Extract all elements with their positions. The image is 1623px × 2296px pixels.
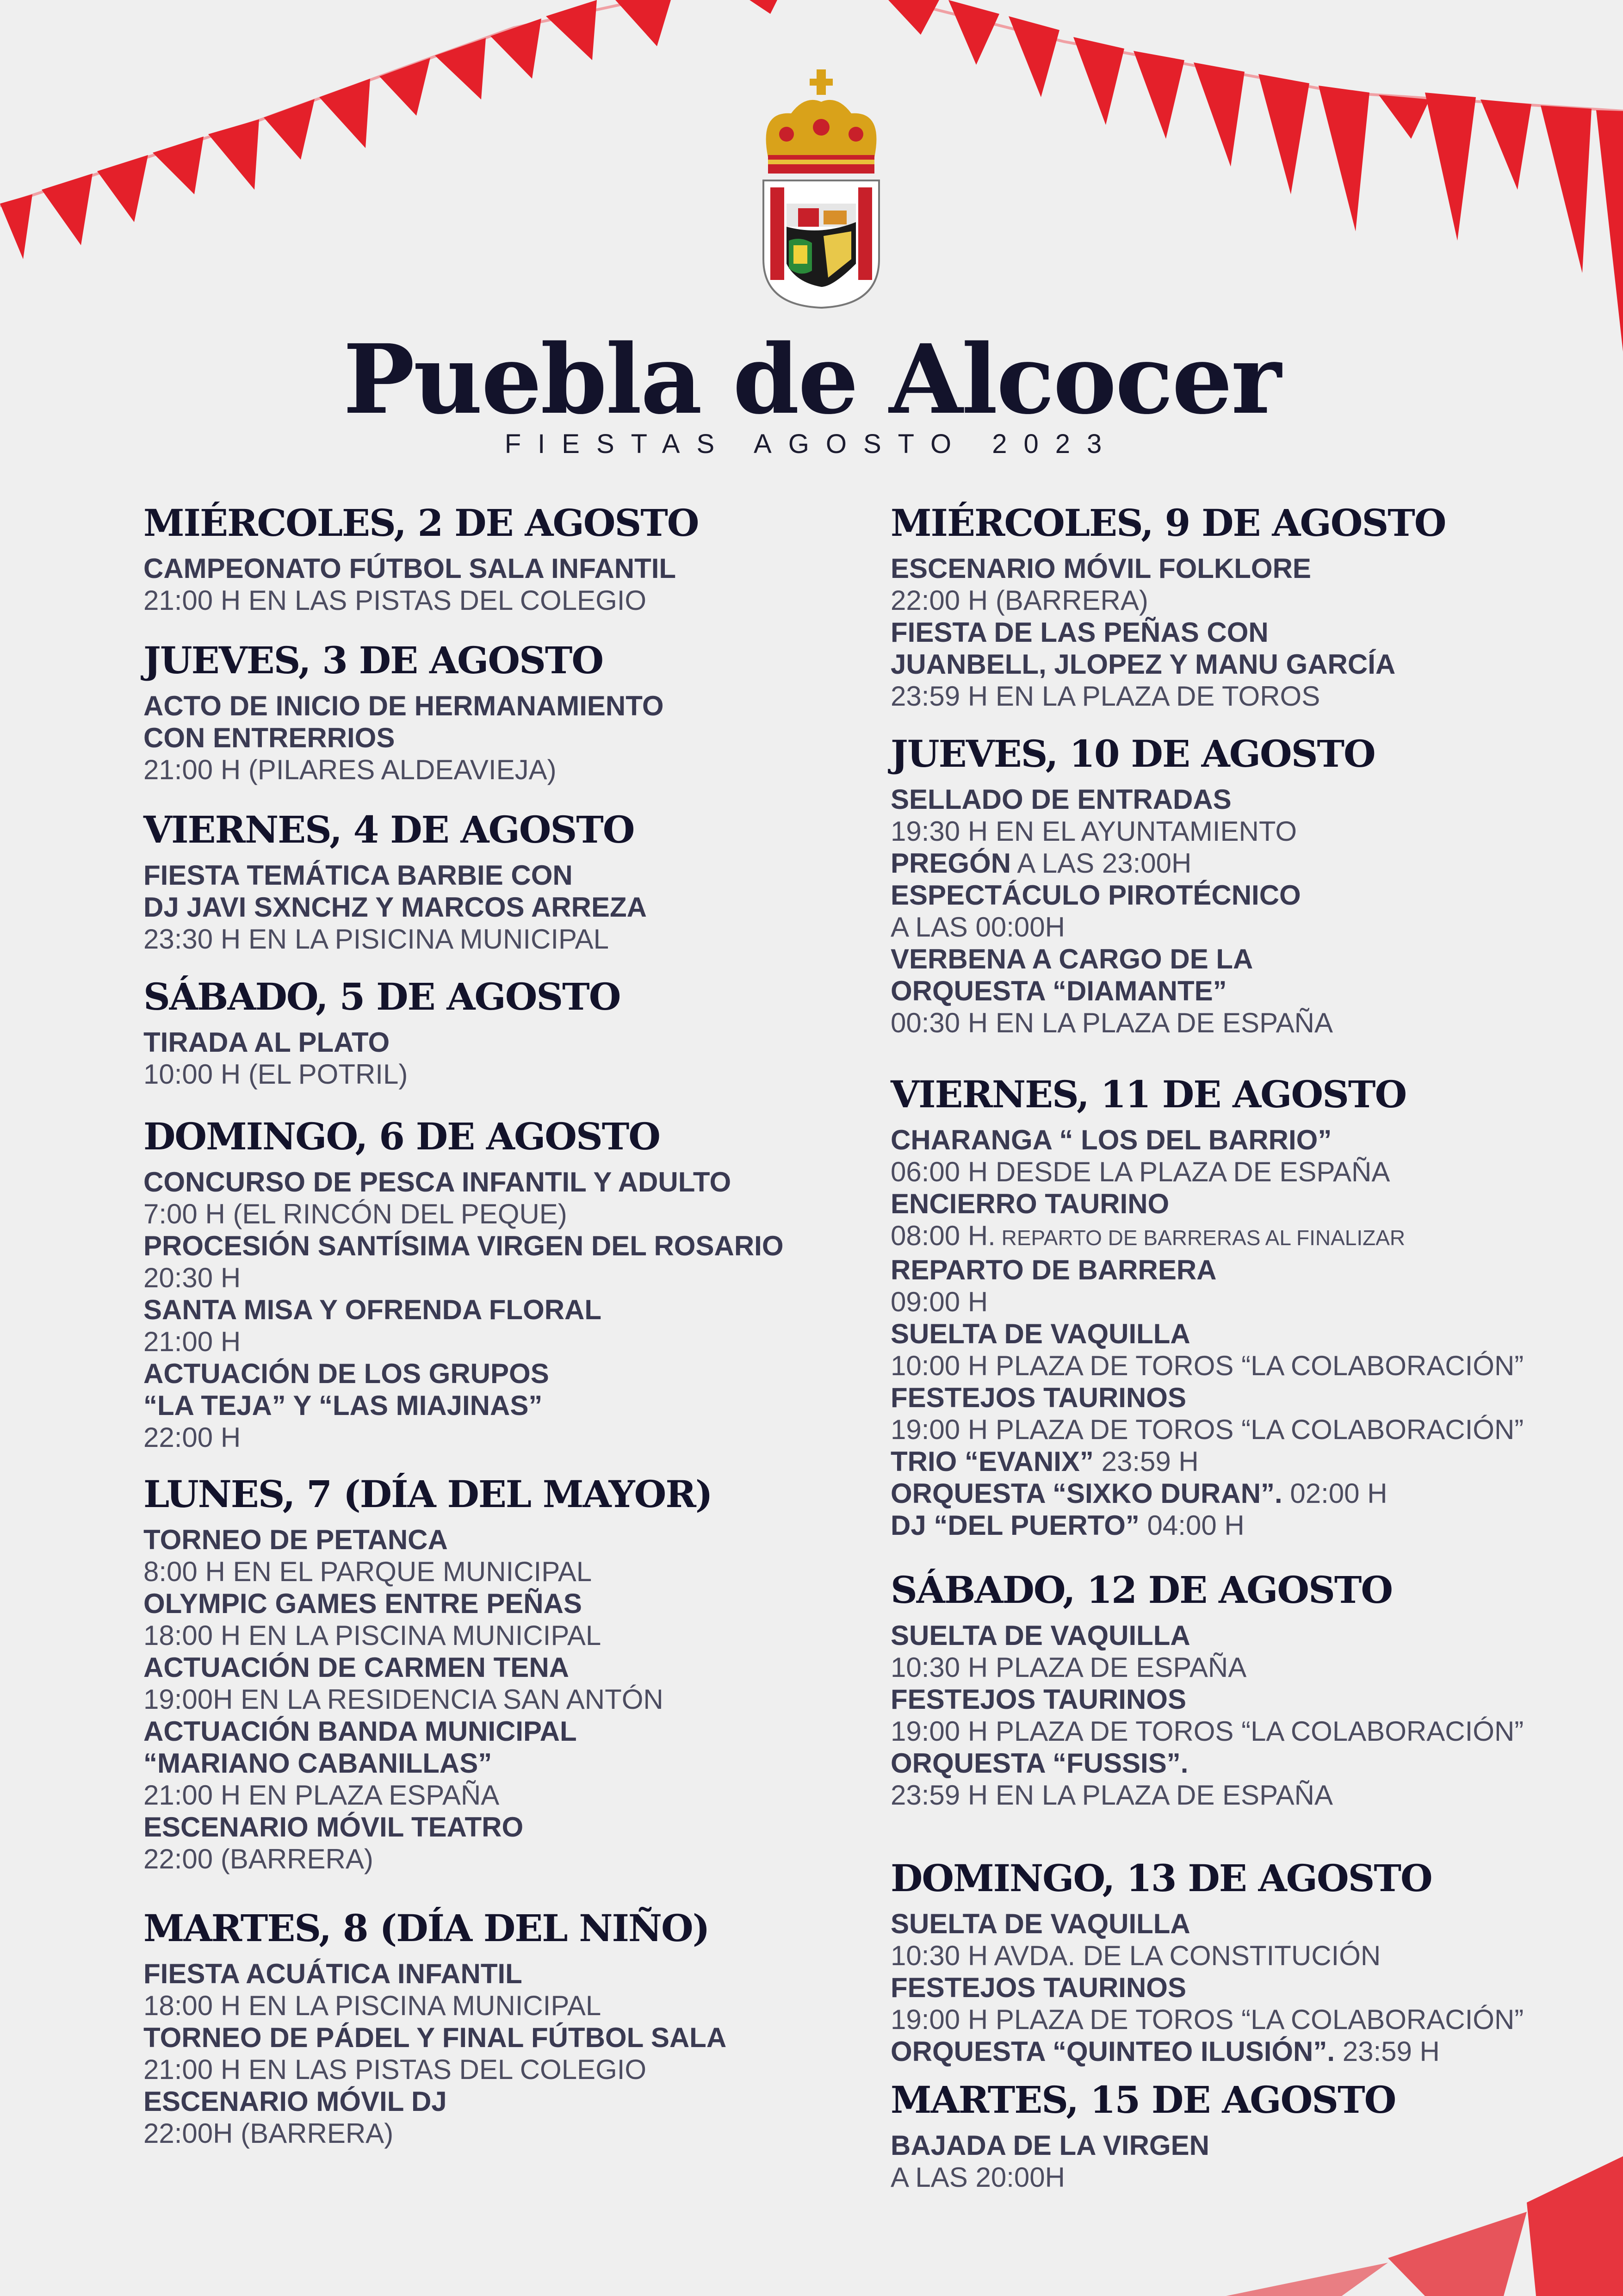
- day-heading: MIÉRCOLES, 9 DE AGOSTO: [891, 501, 1446, 545]
- day-block: [891, 731, 1585, 1039]
- left-schedule-column: [143, 500, 865, 2149]
- page-subtitle: FIESTAS AGOSTO 2023: [504, 429, 1119, 459]
- event-detail: 21:00 H EN PLAZA ESPAÑA: [143, 1780, 500, 1811]
- event-title: SUELTA DE VAQUILLA: [891, 1620, 1190, 1651]
- day-heading: VIERNES, 4 DE AGOSTO: [143, 808, 634, 851]
- event-title: CAMPEONATO FÚTBOL SALA INFANTIL: [143, 553, 676, 584]
- event-detail: 10:00 H PLAZA DE TOROS “LA COLABORACIÓN”: [891, 1350, 1524, 1381]
- day-block: [891, 1071, 1585, 1541]
- event-title: TORNEO DE PÁDEL Y FINAL FÚTBOL SALA: [143, 2022, 727, 2053]
- event-title: BAJADA DE LA VIRGEN: [891, 2130, 1209, 2161]
- day-block: [891, 1567, 1585, 1811]
- event-title: OLYMPIC GAMES ENTRE PEÑAS: [143, 1588, 582, 1619]
- event-title: TORNEO DE PETANCA: [143, 1524, 448, 1555]
- event-detail: 7:00 H (EL RINCÓN DEL PEQUE): [143, 1198, 567, 1229]
- event-title: VERBENA A CARGO DE LA: [891, 943, 1253, 974]
- event-title: PREGÓN: [891, 848, 1011, 879]
- event-detail: 8:00 H EN EL PARQUE MUNICIPAL: [143, 1556, 592, 1587]
- event-title: TRIO “EVANIX”: [891, 1446, 1094, 1477]
- event-title: REPARTO DE BARRERA: [891, 1254, 1217, 1285]
- event-detail: 23:59 H EN LA PLAZA DE TOROS: [891, 681, 1320, 712]
- event-detail: 19:00 H PLAZA DE TOROS “LA COLABORACIÓN”: [891, 1716, 1524, 1747]
- coat-of-arms-icon: [754, 69, 888, 310]
- day-block: [143, 1471, 865, 1875]
- event-detail: 23:30 H EN LA PISICINA MUNICIPAL: [143, 924, 609, 955]
- event-title: SUELTA DE VAQUILLA: [891, 1908, 1190, 1939]
- event-title: TIRADA AL PLATO: [143, 1027, 390, 1058]
- day-block: [143, 807, 865, 955]
- event-title: ACTUACIÓN BANDA MUNICIPAL: [143, 1716, 577, 1747]
- event-note: REPARTO DE BARRERAS AL FINALIZAR: [995, 1226, 1406, 1250]
- day-heading: DOMINGO, 6 DE AGOSTO: [143, 1115, 660, 1158]
- right-schedule-column: [891, 500, 1585, 2193]
- event-title: ACTO DE INICIO DE HERMANAMIENTO: [143, 690, 664, 721]
- day-heading: MIÉRCOLES, 2 DE AGOSTO: [143, 501, 699, 545]
- day-block: [891, 500, 1585, 712]
- event-title: PROCESIÓN SANTÍSIMA VIRGEN DEL ROSARIO: [143, 1230, 784, 1261]
- event-detail: 02:00 H: [1282, 1478, 1388, 1509]
- event-detail: A LAS 20:00H: [891, 2162, 1065, 2193]
- event-title: ESCENARIO MÓVIL TEATRO: [143, 1812, 524, 1843]
- event-detail: 21:00 H EN LAS PISTAS DEL COLEGIO: [143, 585, 647, 616]
- event-detail: 06:00 H DESDE LA PLAZA DE ESPAÑA: [891, 1156, 1390, 1187]
- event-detail: 09:00 H: [891, 1286, 988, 1317]
- event-line: [891, 1509, 1585, 1541]
- day-heading: SÁBADO, 12 DE AGOSTO: [891, 1568, 1393, 1612]
- event-detail: 23:59 H: [1093, 1446, 1199, 1477]
- event-title: ORQUESTA “QUINTEO ILUSIÓN”.: [891, 2036, 1335, 2067]
- event-detail: 04:00 H: [1139, 1510, 1245, 1541]
- event-title: ESCENARIO MÓVIL FOLKLORE: [891, 553, 1311, 584]
- event-detail: 23:59 H EN LA PLAZA DE ESPAÑA: [891, 1780, 1333, 1811]
- event-title: ENCIERRO TAURINO: [891, 1188, 1170, 1219]
- event-detail: A LAS 00:00H: [891, 912, 1065, 943]
- event-title: ACTUACIÓN DE LOS GRUPOS: [143, 1358, 549, 1389]
- event-detail: 19:00 H PLAZA DE TOROS “LA COLABORACIÓN”: [891, 1414, 1524, 1445]
- day-block: [143, 1905, 865, 2149]
- event-title: “LA TEJA” Y “LAS MIAJINAS”: [143, 1390, 543, 1421]
- day-heading: LUNES, 7 (DÍA DEL MAYOR): [143, 1472, 712, 1516]
- event-detail: A LAS 23:00H: [1011, 848, 1192, 879]
- event-line: [891, 1477, 1585, 1509]
- day-heading: JUEVES, 10 DE AGOSTO: [891, 732, 1375, 776]
- event-title: ORQUESTA “FUSSIS”.: [891, 1748, 1189, 1779]
- event-detail: 10:30 H AVDA. DE LA CONSTITUCIÓN: [891, 1940, 1381, 1971]
- day-block: [143, 500, 865, 616]
- event-detail: 19:00H EN LA RESIDENCIA SAN ANTÓN: [143, 1684, 663, 1715]
- event-line: [891, 847, 1585, 879]
- event-line: [891, 1220, 1585, 1254]
- event-title: ORQUESTA “SIXKO DURAN”.: [891, 1478, 1282, 1509]
- event-detail: 22:00 (BARRERA): [143, 1843, 373, 1874]
- day-heading: VIERNES, 11 DE AGOSTO: [891, 1073, 1406, 1116]
- event-title: CONCURSO DE PESCA INFANTIL Y ADULTO: [143, 1167, 731, 1198]
- event-detail: 19:30 H EN EL AYUNTAMIENTO: [891, 816, 1297, 847]
- event-title: JUANBELL, JLOPEZ Y MANU GARCÍA: [891, 649, 1396, 680]
- event-detail: 23:59 H: [1335, 2036, 1440, 2067]
- event-title: SUELTA DE VAQUILLA: [891, 1318, 1190, 1349]
- event-line: [891, 2035, 1585, 2067]
- event-detail: 19:00 H PLAZA DE TOROS “LA COLABORACIÓN”: [891, 2004, 1524, 2035]
- event-detail: 18:00 H EN LA PISCINA MUNICIPAL: [143, 1620, 601, 1651]
- event-detail: 22:00 H: [143, 1422, 241, 1453]
- event-detail: 00:30 H EN LA PLAZA DE ESPAÑA: [891, 1007, 1333, 1038]
- event-detail: 10:00 H (EL POTRIL): [143, 1059, 408, 1090]
- day-heading: MARTES, 15 DE AGOSTO: [891, 2078, 1396, 2122]
- event-title: FIESTA TEMÁTICA BARBIE CON: [143, 860, 573, 891]
- event-title: CHARANGA “ LOS DEL BARRIO”: [891, 1124, 1332, 1155]
- day-heading: JUEVES, 3 DE AGOSTO: [143, 639, 603, 682]
- event-title: FESTEJOS TAURINOS: [891, 1684, 1186, 1715]
- day-block: [143, 1113, 865, 1453]
- page-title: Puebla de Alcocer: [343, 323, 1280, 435]
- event-title: SANTA MISA Y OFRENDA FLORAL: [143, 1294, 601, 1325]
- day-heading: SÁBADO, 5 DE AGOSTO: [143, 975, 620, 1018]
- day-block: [143, 974, 865, 1090]
- event-detail: 22:00H (BARRERA): [143, 2118, 394, 2149]
- event-title: ESCENARIO MÓVIL DJ: [143, 2086, 447, 2117]
- event-title: FIESTA ACUÁTICA INFANTIL: [143, 1958, 522, 1989]
- event-title: FESTEJOS TAURINOS: [891, 1382, 1186, 1413]
- event-title: ACTUACIÓN DE CARMEN TENA: [143, 1652, 569, 1683]
- event-title: DJ JAVI SXNCHZ Y MARCOS ARREZA: [143, 892, 647, 923]
- event-detail: 10:30 H PLAZA DE ESPAÑA: [891, 1652, 1247, 1683]
- event-detail: 21:00 H: [143, 1326, 241, 1357]
- event-title: SELLADO DE ENTRADAS: [891, 784, 1232, 815]
- day-heading: DOMINGO, 13 DE AGOSTO: [891, 1856, 1432, 1900]
- event-detail: 08:00 H.: [891, 1220, 996, 1251]
- day-block: [143, 637, 865, 786]
- event-title: CON ENTRERRIOS: [143, 722, 395, 753]
- event-title: ESPECTÁCULO PIROTÉCNICO: [891, 880, 1301, 911]
- event-detail: 18:00 H EN LA PISCINA MUNICIPAL: [143, 1990, 601, 2021]
- event-detail: 21:00 H EN LAS PISTAS DEL COLEGIO: [143, 2054, 647, 2085]
- event-line: [891, 1446, 1585, 1477]
- event-title: DJ “DEL PUERTO”: [891, 1510, 1140, 1541]
- event-title: ORQUESTA “DIAMANTE”: [891, 975, 1227, 1006]
- day-block: [891, 2077, 1585, 2193]
- event-detail: 20:30 H: [143, 1262, 241, 1293]
- event-title: FIESTA DE LAS PEÑAS CON: [891, 617, 1269, 648]
- event-detail: 22:00 H (BARRERA): [891, 585, 1148, 616]
- day-block: [891, 1855, 1585, 2067]
- day-heading: MARTES, 8 (DÍA DEL NIÑO): [143, 1906, 709, 1950]
- event-detail: 21:00 H (PILARES ALDEAVIEJA): [143, 754, 557, 785]
- event-title: “MARIANO CABANILLAS”: [143, 1748, 492, 1779]
- event-title: FESTEJOS TAURINOS: [891, 1972, 1186, 2003]
